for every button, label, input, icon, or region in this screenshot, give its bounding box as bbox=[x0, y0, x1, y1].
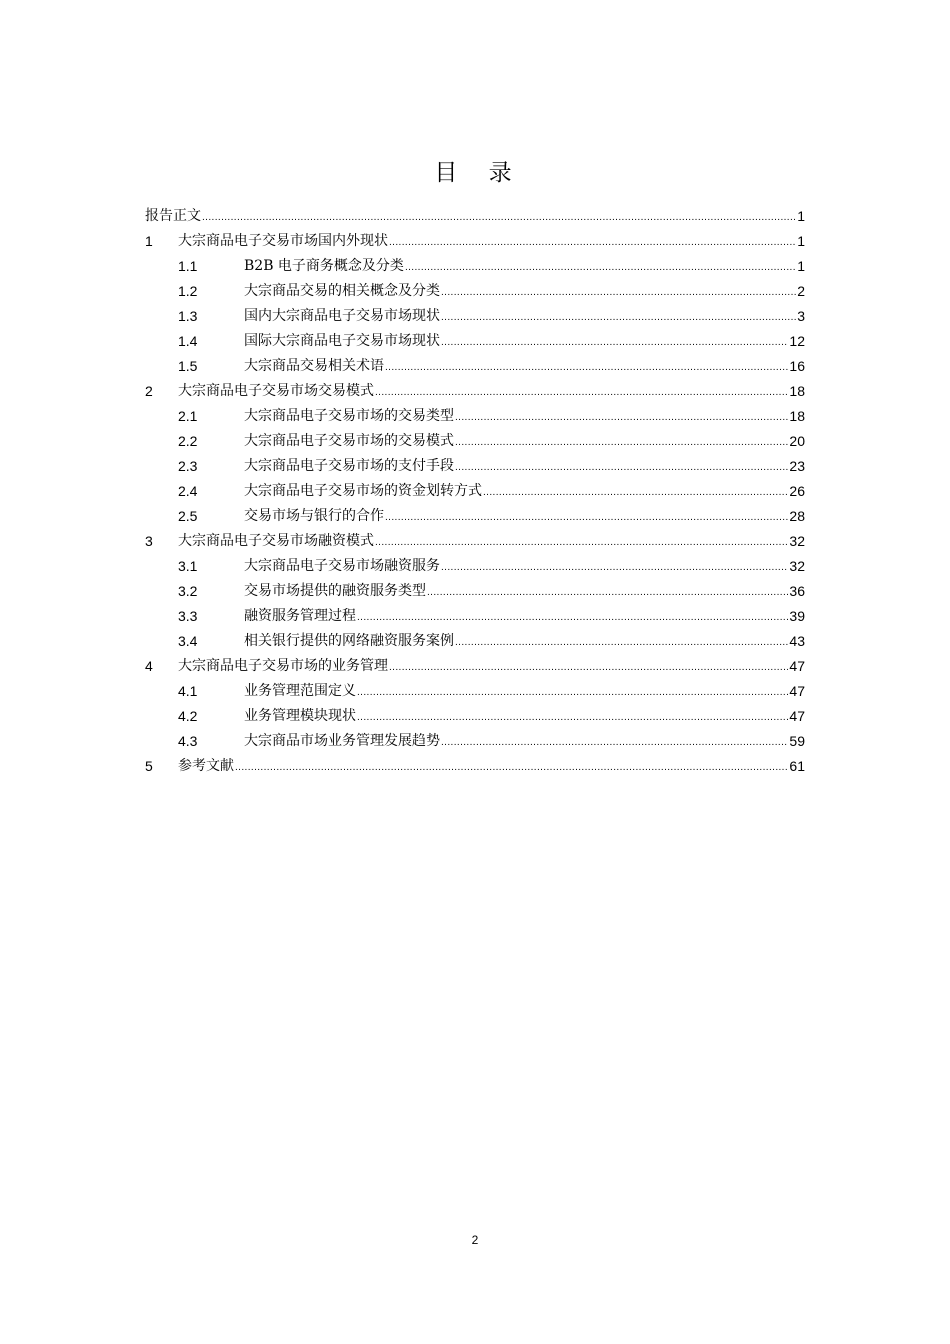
toc-dot-leader bbox=[455, 404, 788, 429]
toc-entry-number: 4.2 bbox=[178, 708, 198, 724]
toc-entry-page: 3 bbox=[797, 308, 805, 324]
toc-entry-page: 12 bbox=[789, 333, 805, 349]
toc-dot-leader bbox=[357, 679, 788, 704]
toc-entry-number: 3.2 bbox=[178, 583, 198, 599]
toc-entry-label: 相关银行提供的网络融资服务案例 bbox=[244, 633, 454, 649]
toc-entry-label: 大宗商品电子交易市场交易模式 bbox=[178, 383, 374, 399]
page-number: 2 bbox=[471, 1233, 479, 1247]
toc-dot-leader bbox=[202, 204, 796, 229]
toc-entry-label: 交易市场提供的融资服务类型 bbox=[244, 583, 426, 599]
toc-entry-label: 大宗商品交易的相关概念及分类 bbox=[244, 283, 440, 299]
toc-entry-label: 大宗商品市场业务管理发展趋势 bbox=[244, 733, 440, 749]
toc-entry-page: 23 bbox=[789, 458, 805, 474]
toc-dot-leader bbox=[357, 604, 788, 629]
toc-entry-number: 2.4 bbox=[178, 483, 198, 499]
toc-entry-number: 1.3 bbox=[178, 308, 198, 324]
toc-entry[interactable] bbox=[145, 654, 805, 679]
toc-entry[interactable] bbox=[145, 479, 805, 504]
toc-entry[interactable] bbox=[145, 304, 805, 329]
toc-entry-number: 3.3 bbox=[178, 608, 198, 624]
toc-dot-leader bbox=[375, 529, 788, 554]
toc-entry-number: 2 bbox=[145, 383, 153, 399]
toc-entry[interactable] bbox=[145, 604, 805, 629]
toc-entry-label: 大宗商品交易相关术语 bbox=[244, 358, 384, 374]
toc-entry-page: 32 bbox=[789, 533, 805, 549]
toc-entry-number: 2.1 bbox=[178, 408, 198, 424]
toc-entry-label: 融资服务管理过程 bbox=[244, 608, 356, 624]
toc-entry-page: 18 bbox=[789, 383, 805, 399]
toc-dot-leader bbox=[357, 704, 788, 729]
toc-entry[interactable] bbox=[145, 729, 805, 754]
toc-entry-page: 1 bbox=[797, 208, 805, 224]
toc-entry-label: 大宗商品电子交易市场融资模式 bbox=[178, 533, 374, 549]
toc-entry-number: 1.5 bbox=[178, 358, 198, 374]
toc-entry-number: 5 bbox=[145, 758, 153, 774]
toc-entry-label: 参考文献 bbox=[178, 758, 234, 774]
toc-entry-number: 4.1 bbox=[178, 683, 198, 699]
toc-entry-page: 47 bbox=[789, 658, 805, 674]
toc-entry-number: 1.2 bbox=[178, 283, 198, 299]
toc-entry-number: 1 bbox=[145, 233, 153, 249]
toc-entry[interactable] bbox=[145, 529, 805, 554]
toc-entry[interactable] bbox=[145, 454, 805, 479]
toc-dot-leader bbox=[385, 504, 788, 529]
toc-entry-label: 大宗商品电子交易市场国内外现状 bbox=[178, 233, 388, 249]
toc-entry-number: 1.1 bbox=[178, 258, 198, 274]
toc-entry-page: 47 bbox=[789, 683, 805, 699]
toc-entry-label: 大宗商品电子交易市场融资服务 bbox=[244, 558, 440, 574]
toc-dot-leader bbox=[441, 729, 788, 754]
toc-entry-page: 47 bbox=[789, 708, 805, 724]
toc-entry-number: 2.3 bbox=[178, 458, 198, 474]
toc-entry-label: 交易市场与银行的合作 bbox=[244, 508, 384, 524]
toc-dot-leader bbox=[235, 754, 788, 779]
toc-entry[interactable] bbox=[145, 429, 805, 454]
toc-dot-leader bbox=[441, 304, 796, 329]
toc-entry[interactable] bbox=[145, 579, 805, 604]
toc-entry-page: 20 bbox=[789, 433, 805, 449]
toc-entry[interactable] bbox=[145, 204, 805, 229]
toc-title: 目 录 bbox=[434, 160, 524, 186]
toc-dot-leader bbox=[441, 279, 796, 304]
toc-entry[interactable] bbox=[145, 279, 805, 304]
toc-entry-number: 3 bbox=[145, 533, 153, 549]
toc-dot-leader bbox=[441, 554, 788, 579]
toc-dot-leader bbox=[389, 654, 788, 679]
toc-entry-number: 3.4 bbox=[178, 633, 198, 649]
toc-dot-leader bbox=[455, 629, 788, 654]
toc-entry[interactable] bbox=[145, 504, 805, 529]
toc-entry-page: 18 bbox=[789, 408, 805, 424]
toc-entry-label: 大宗商品电子交易市场的交易模式 bbox=[244, 433, 454, 449]
toc-entry-label: 国际大宗商品电子交易市场现状 bbox=[244, 333, 440, 349]
toc-entry-label: 大宗商品电子交易市场的支付手段 bbox=[244, 458, 454, 474]
toc-dot-leader bbox=[375, 379, 788, 404]
toc-entry-label: B2B 电子商务概念及分类 bbox=[244, 258, 404, 274]
toc-entry-number: 3.1 bbox=[178, 558, 198, 574]
toc-entry[interactable] bbox=[145, 404, 805, 429]
toc-dot-leader bbox=[441, 329, 788, 354]
toc-entry[interactable] bbox=[145, 754, 805, 779]
toc-entry-page: 43 bbox=[789, 633, 805, 649]
toc-dot-leader bbox=[405, 254, 796, 279]
toc-entry-number: 2.2 bbox=[178, 433, 198, 449]
toc-entry[interactable] bbox=[145, 679, 805, 704]
toc-entry[interactable] bbox=[145, 629, 805, 654]
toc-entry-label: 大宗商品电子交易市场的资金划转方式 bbox=[244, 483, 482, 499]
toc-dot-leader bbox=[389, 229, 796, 254]
toc-entry-page: 32 bbox=[789, 558, 805, 574]
toc-entry-page: 59 bbox=[789, 733, 805, 749]
toc-entry-page: 16 bbox=[789, 358, 805, 374]
toc-dot-leader bbox=[483, 479, 788, 504]
toc-entry[interactable] bbox=[145, 704, 805, 729]
toc-entry-page: 39 bbox=[789, 608, 805, 624]
toc-entry[interactable] bbox=[145, 329, 805, 354]
toc-entry-label: 国内大宗商品电子交易市场现状 bbox=[244, 308, 440, 324]
toc-entry-page: 1 bbox=[797, 258, 805, 274]
toc-entry-page: 28 bbox=[789, 508, 805, 524]
toc-entry-label: 业务管理模块现状 bbox=[244, 708, 356, 724]
toc-entry-label: 业务管理范围定义 bbox=[244, 683, 356, 699]
toc-dot-leader bbox=[427, 579, 788, 604]
toc-entry[interactable] bbox=[145, 554, 805, 579]
toc-entry-label: 大宗商品电子交易市场的交易类型 bbox=[244, 408, 454, 424]
toc-dot-leader bbox=[455, 454, 788, 479]
toc-entry-number: 4.3 bbox=[178, 733, 198, 749]
toc-dot-leader bbox=[385, 354, 788, 379]
toc-entry-page: 26 bbox=[789, 483, 805, 499]
toc-entry[interactable] bbox=[145, 254, 805, 279]
toc-entry[interactable] bbox=[145, 229, 805, 254]
toc-entry-page: 36 bbox=[789, 583, 805, 599]
toc-entry-number: 1.4 bbox=[178, 333, 198, 349]
toc-entry-page: 61 bbox=[789, 758, 805, 774]
toc-entry[interactable] bbox=[145, 379, 805, 404]
toc-entry-number: 4 bbox=[145, 658, 153, 674]
table-of-contents bbox=[145, 204, 805, 779]
toc-entry-label: 报告正文 bbox=[145, 208, 201, 224]
toc-entry-label: 大宗商品电子交易市场的业务管理 bbox=[178, 658, 388, 674]
toc-entry-page: 2 bbox=[797, 283, 805, 299]
toc-entry[interactable] bbox=[145, 354, 805, 379]
toc-entry-page: 1 bbox=[797, 233, 805, 249]
toc-dot-leader bbox=[455, 429, 788, 454]
toc-entry-number: 2.5 bbox=[178, 508, 198, 524]
